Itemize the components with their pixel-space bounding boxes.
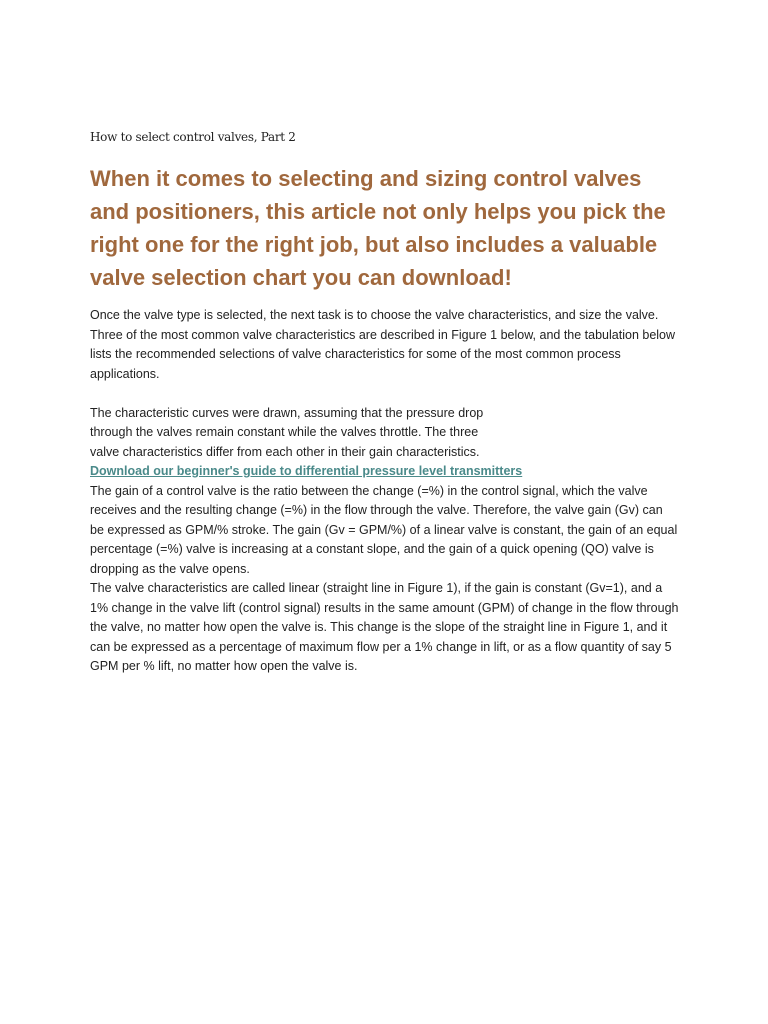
linear-paragraph: The valve characteristics are called linear (straight line in Figure 1), if the gain is constant (Gv=1), and a 1% change in the valve lift (control signal) results in the same amount (GPM) of change in the flow through the valve, no matter how open the valve is. This change is the slope of the straight line in Figure 1, and it can be expressed as a percentage of maximum flow per a 1% change in lift, or as a flow quantity of say 5 GPM per % lift, no matter how open the valve is.: [90, 581, 679, 673]
article: [90, 130, 680, 677]
download-guide-link[interactable]: Download our beginner's guide to differential pressure level transmitters: [90, 464, 523, 478]
gain-paragraph: The gain of a control valve is the ratio between the change (=%) in the control signal, which the valve receives and the resulting change (=%) in the flow through the valve. Therefore, the valve gain (Gv) can be expressed as GPM/% stroke. The gain (Gv = GPM/%) of a linear valve is constant, the gain of an equal percentage (=%) valve is increasing at a constant slope, and the gain of a quick opening (QO) valve is dropping as the valve opens.: [90, 483, 678, 576]
article-headline: When it comes to selecting and sizing control valves and positioners, this article not only helps you pick the right one for the right job, but also includes a valuable valve selection chart you can download!: [90, 166, 666, 290]
curves-paragraph: The characteristic curves were drawn, assuming that the pressure drop through the valves remain constant while the valves throttle. The three valve characteristics differ from each other in their gain characteristics.: [90, 405, 484, 459]
article-kicker: How to select control valves, Part 2: [90, 130, 296, 144]
intro-paragraph: Once the valve type is selected, the next task is to choose the valve characteristics, and size the valve. Three of the most common valve characteristics are described in Figure 1 below, and the tabulation below lists the recommended selections of valve characteristics for some of the most common process applications.: [90, 308, 676, 381]
